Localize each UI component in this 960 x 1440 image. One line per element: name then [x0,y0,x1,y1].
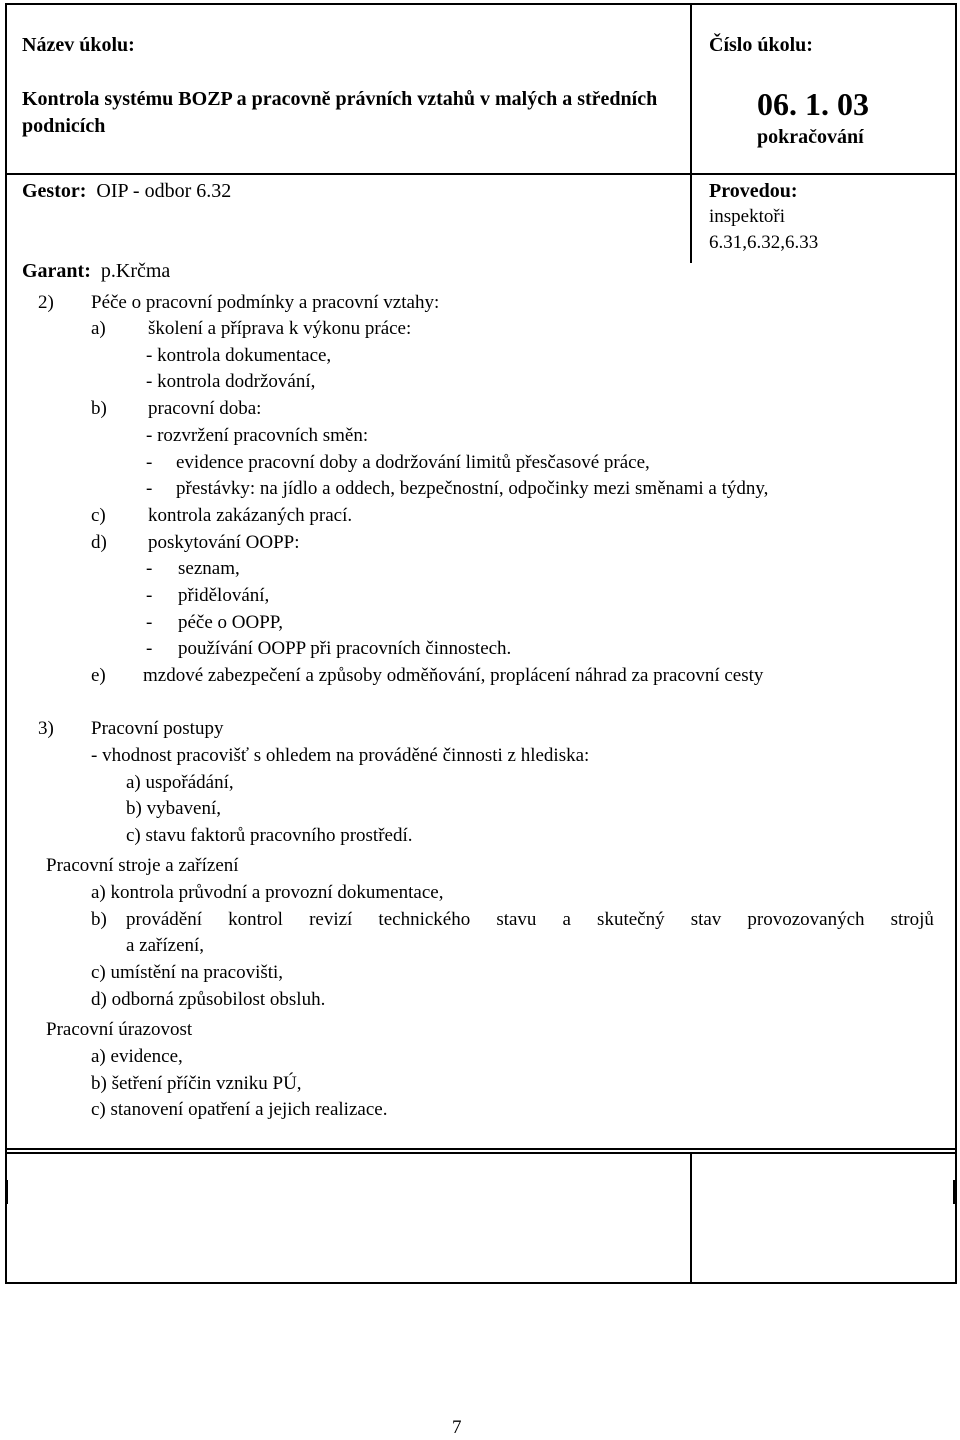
header-column-divider [690,3,692,263]
s2b-item-2-dash: - [146,452,153,473]
s2e-text: mzdové zabezpečení a způsoby odměňování, proplácení náhrad za pracovní cesty [143,665,764,686]
section-2-title: Péče o pracovní podmínky a pracovní vztahy: [91,292,440,313]
machines-item-b-word: strojů [890,909,934,930]
s3-item-b: b) vybavení, [126,798,221,819]
task-label: Název úkolu: [22,34,135,56]
s2a-text: školení a příprava k výkonu práce: [148,318,412,339]
s2d-item-1-dash: - [146,558,153,579]
s2d-item-3: péče o OOPP, [178,612,284,633]
footer-row-divider [5,1152,956,1154]
footer-right-tick [953,1180,956,1204]
machines-item-b-letter: b) [91,909,107,930]
machines-item-d: d) odborná způsobilost obsluh. [91,989,326,1010]
machines-item-b-word: revizí [309,909,353,930]
task-number-value: 06. 1. 03 [757,86,869,122]
s2c-text: kontrola zakázaných prací. [148,505,353,526]
machines-item-a: a) kontrola průvodní a provozní dokumentace, [91,882,444,903]
machines-item-b-word: provádění [126,909,202,930]
machines-item-b-word: kontrol [228,909,283,930]
table-border-left [5,3,7,1283]
machines-item-b [126,909,934,931]
garant-label: Garant: [22,260,91,282]
section-3-title: Pracovní postupy [91,718,224,739]
s2d-item-3-dash: - [146,612,153,633]
s2d-letter: d) [91,532,107,553]
injury-title: Pracovní úrazovost [46,1019,193,1040]
s2d-item-2-dash: - [146,585,153,606]
s2b-letter: b) [91,398,107,419]
s3-item-1: - vhodnost pracovišť s ohledem na prováděné činnosti z hlediska: [91,745,590,766]
s2a-item-2: - kontrola dodržování, [146,371,316,392]
machines-title: Pracovní stroje a zařízení [46,855,239,876]
garant-row [22,260,170,283]
s2d-item-1: seznam, [178,558,240,579]
machines-item-b-word: a [562,909,571,930]
provedou-line-1: inspektoři [709,206,785,227]
injury-item-a: a) evidence, [91,1046,183,1067]
machines-item-b-continuation: a zařízení, [126,935,205,956]
s2d-item-4: používání OOPP při pracovních činnostech. [178,638,512,659]
page-number: 7 [452,1417,462,1438]
s2e-letter: e) [91,665,106,686]
injury-item-b: b) šetření příčin vzniku PÚ, [91,1073,302,1094]
s3-item-c: c) stavu faktorů pracovního prostředí. [126,825,413,846]
content-bottom-divider [5,1148,956,1150]
s2d-text: poskytování OOPP: [148,532,300,553]
s2c-letter: c) [91,505,106,526]
provedou-label: Provedou: [709,180,798,202]
s2b-item-2: evidence pracovní doby a dodržování limitů přesčasové práce, [176,452,650,473]
provedou-line-2: 6.31,6.32,6.33 [709,232,819,253]
header-row-divider [5,173,956,175]
gestor-label: Gestor: [22,180,87,202]
section-3-number: 3) [38,718,54,739]
machines-item-b-word: provozovaných [747,909,865,930]
footer-column-divider [690,1152,692,1283]
injury-item-c: c) stanovení opatření a jejich realizace. [91,1099,388,1120]
s2d-item-2: přidělování, [178,585,270,606]
table-border-top [5,3,957,5]
footer-left-tick [5,1180,8,1204]
s2b-item-1: - rozvržení pracovních směn: [146,425,369,446]
s2b-item-3: přestávky: na jídlo a oddech, bezpečnostní, odpočinky mezi směnami a týdny, [176,478,769,499]
task-title: Kontrola systému BOZP a pracovně právních vztahů v malých a středních podnicích [22,88,658,137]
s2d-item-4-dash: - [146,638,153,659]
gestor-row [22,180,231,203]
s2b-item-3-dash: - [146,478,153,499]
machines-item-c: c) umístění na pracovišti, [91,962,284,983]
table-border-right [955,3,957,1283]
garant-value: p.Krčma [100,260,171,282]
machines-item-b-word: technického [378,909,471,930]
s3-item-a: a) uspořádání, [126,772,234,793]
machines-item-b-word: skutečný [597,909,665,930]
gestor-value: OIP - odbor 6.32 [96,180,232,202]
machines-item-b-word: stav [690,909,722,930]
s2b-text: pracovní doba: [148,398,262,419]
task-number-continuation: pokračování [757,126,864,148]
s2a-item-1: - kontrola dokumentace, [146,345,332,366]
machines-item-b-word: stavu [496,909,537,930]
task-number-label: Číslo úkolu: [709,34,813,56]
table-border-bottom [5,1282,957,1284]
section-2-number: 2) [38,292,54,313]
s2a-letter: a) [91,318,106,339]
